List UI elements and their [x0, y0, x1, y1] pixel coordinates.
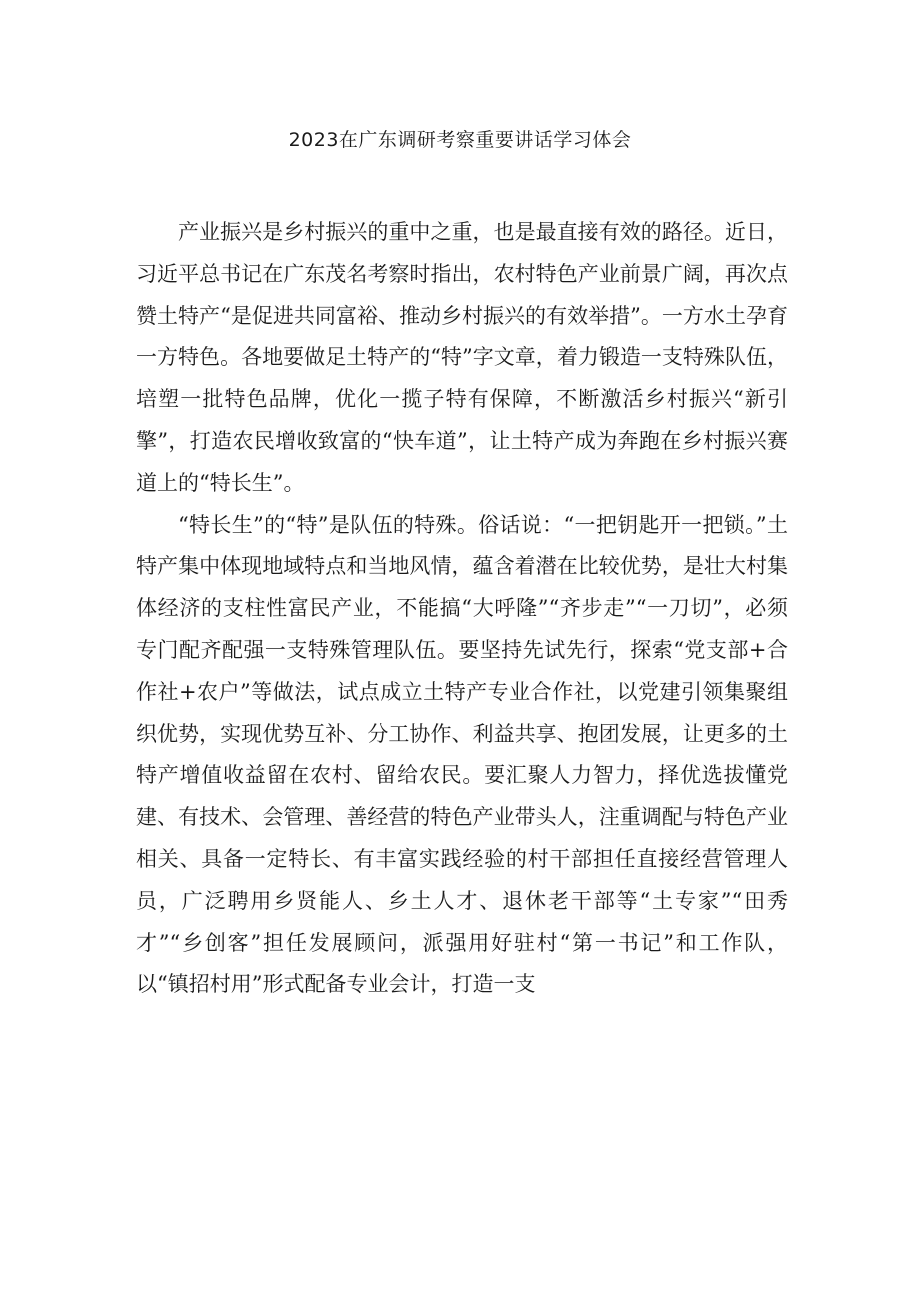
- paragraph-1: 产业振兴是乡村振兴的重中之重，也是最直接有效的路径。近日，习近平总书记在广东茂名考察时指出，农村特色产业前景广阔，再次点赞土特产“是促进共同富裕、推动乡村振兴的有效举措”。一方水土孕育一方特色。各地要做足土特产的“特”字文章，着力锻造一支特殊队伍，培塑一批特色品牌，优化一揽子特有保障，不断激活乡村振兴“新引擎”，打造农民增收致富的“快车道”，让土特产成为奔跑在乡村振兴赛道上的“特长生”。: [136, 220, 788, 495]
- paragraph-2: “特长生”的“特”是队伍的特殊。俗话说：“一把钥匙开一把锁。”土特产集中体现地域特点和当地风情，蕴含着潜在比较优势，是壮大村集体经济的支柱性富民产业，不能搞“大呼隆”“齐步走”“一刀切”，必须专门配齐配强一支特殊管理队伍。要坚持先试先行，探索“党支部+合作社+农户”等做法，试点成立土特产专业合作社，以党建引领集聚组织优势，实现优势互补、分工协作、利益共享、抱团发展，让更多的土特产增值收益留在农村、留给农民。要汇聚人力智力，择优选拔懂党建、有技术、会管理、善经营的特色产业带头人，注重调配与特色产业相关、具备一定特长、有丰富实践经验的村干部担任直接经营管理人员，广泛聘用乡贤能人、乡土人才、退休老干部等“土专家”“田秀才”“乡创客”担任发展顾问，派强用好驻村“第一书记”和工作队，以“镇招村用”形式配备专业会计，打造一支: [136, 512, 788, 997]
- document-title: 2023在广东调研考察重要讲话学习体会: [288, 129, 632, 151]
- document-body: [136, 212, 788, 1006]
